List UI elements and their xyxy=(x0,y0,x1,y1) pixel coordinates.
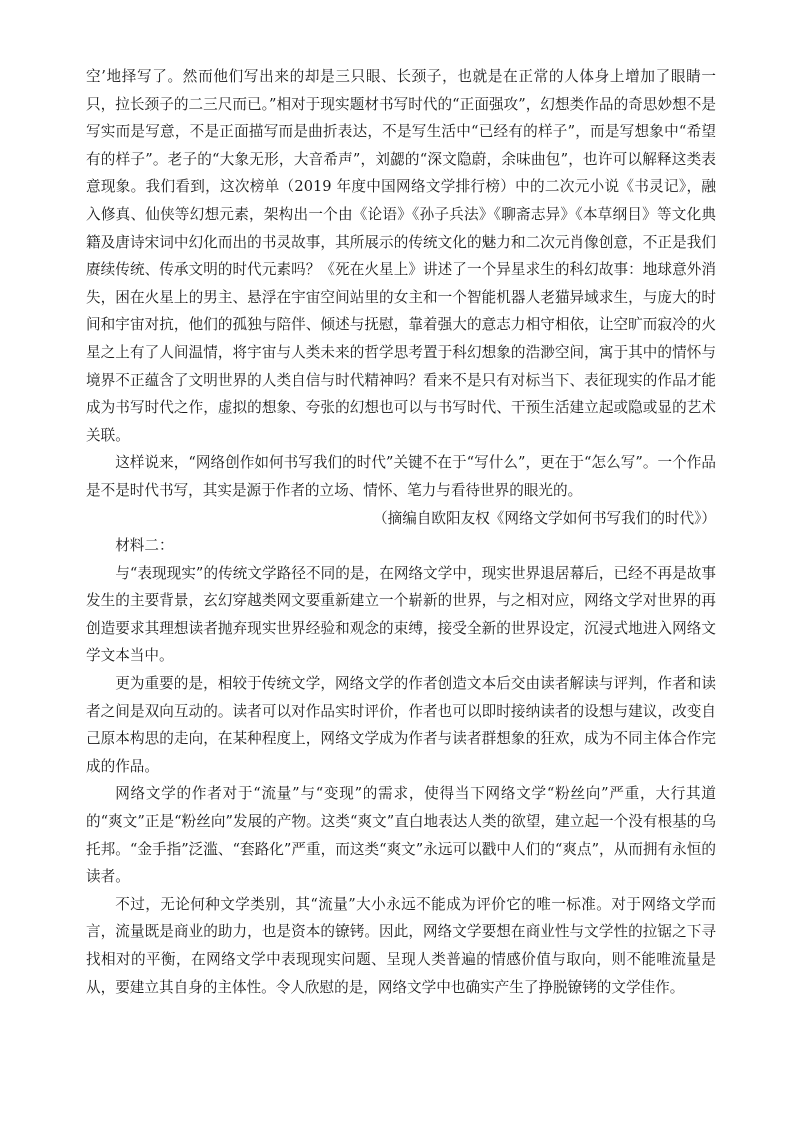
material-two-paragraph: 更为重要的是，相较于传统文学，网络文学的作者创造文本后交由读者解读与评判，作者和读者之间是双向互动的。读者可以对作品实时评价，作者也可以即时接纳读者的设想与建议，改变自己原本构思的走向，在某种程度上，网络文学成为作者与读者群想象的狂欢，成为不同主体合作完成的作品。 xyxy=(86,675,716,775)
material-two-paragraph: 与“表现现实”的传统文学路径不同的是，在网络文学中，现实世界退居幕后，已经不再是故事发生的主要背景，玄幻穿越类网文要重新建立一个崭新的世界，与之相对应，网络文学对世界的再创造要求其理想读者抛弃现实世界经验和观念的束缚，接受全新的世界设定，沉浸式地进入网络文学文本当中。 xyxy=(86,564,716,665)
paragraph-continued: 空’地择写了。然而他们写出来的却是三只眼、长颈子，也就是在正常的人体身上增加了眼睛一只，拉长颈子的二三尺而已。”相对于现实题材书写时代的“正面强攻”，幻想类作品的奇思妙想不是写实而是写意，不是正面描写而是曲折表达，不是写生活中“已经有的样子”，而是写想象中“希望有的样子”。老子的“大象无形，大音希声”，刘勰的“深文隐蔚，余味曲包”，也许可以解释这类表意现象。我们看到，这次榜单（2019 年度中国网络文学排行榜）中的二次元小说《书灵记》，融入修真、仙侠等幻想元素，架构出一个由《论语》《孙子兵法》《聊斋志异》《本草纲目》等文化典籍及唐诗宋词中幻化而出的书灵故事，其所展示的传统文化的魅力和二次元肖像创意，不正是我们赓续传统、传承文明的时代元素吗？《死在火星上》讲述了一个异星求生的科幻故事：地球意外消失，困在火星上的男主、悬浮在宇宙空间站里的女主和一个智能机器人老猫异域求生，与庞大的时间和宇宙对抗，他们的孤独与陪伴、倾述与抚慰，靠着强大的意志力相守相依，让空旷而寂冷的火星之上有了人间温情，将宇宙与人类未来的哲学思考置于科幻想象的浩渺空间，寓于其中的情怀与境界不正蕴含了文明世界的人类自信与时代精神吗？看来不是只有对标当下、表征现实的作品才能成为书写时代之作，虚拟的想象、夸张的幻想也可以与书写时代、干预生活建立起或隐或显的艺术关联。 xyxy=(86,68,716,444)
material-two-paragraph: 网络文学的作者对于“流量”与“变现”的需求，使得当下网络文学“粉丝向”严重，大行其道的“爽文”正是“粉丝向”发展的产物。这类“爽文”直白地表达人类的欲望，建立起一个没有根基的乌托邦。“金手指”泛滥、“套路化”严重，而这类“爽文”永远可以戳中人们的“爽点”，从而拥有永恒的读者。 xyxy=(86,785,716,886)
source-citation: （摘编自欧阳友权《网络文学如何书写我们的时代》） xyxy=(373,509,716,527)
section-title-material-two: 材料二： xyxy=(115,537,174,555)
document-body xyxy=(86,63,716,1001)
paragraph-conclusion: 这样说来，“网络创作如何书写我们的时代”关键不在于“写什么”，更在于“怎么写”。一个作品是不是时代书写，其实是源于作者的立场、情怀、笔力与看待世界的眼光的。 xyxy=(86,454,716,499)
material-two-paragraph: 不过，无论何种文学类别，其“流量”大小永远不能成为评价它的唯一标准。对于网络文学而言，流量既是商业的助力，也是资本的镣铐。因此，网络文学要想在商业性与文学性的拉锯之下寻找相对的平衡，在网络文学中表现现实问题、呈现人类普遍的情感价值与取向，则不能唯流量是从，要建立其自身的主体性。令人欣慰的是，网络文学中也确实产生了挣脱镣铐的文学佳作。 xyxy=(86,895,716,996)
